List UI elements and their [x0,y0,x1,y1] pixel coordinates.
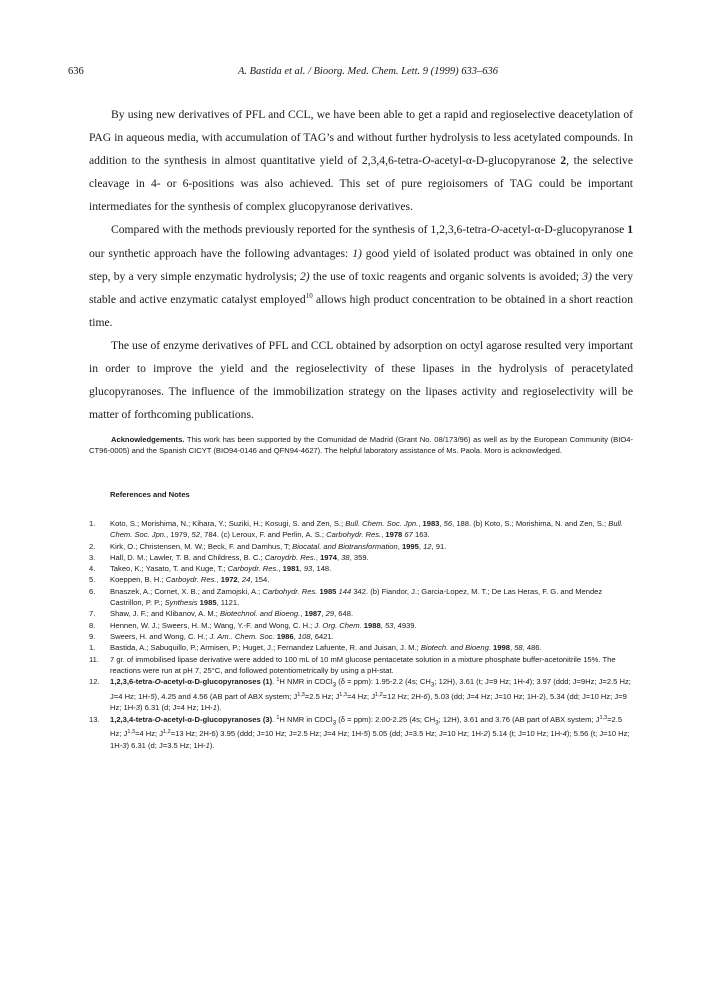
reference-item: 2. Kirk, O.; Christensen, M. W.; Beck, F. and Damhus, T; Biocatal. and Biotransformation, 1995, 12, 91. [89,541,447,551]
paragraph-3: The use of enzyme derivatives of PFL and CCL obtained by adsorption on octyl agarose resulted very important in order to improve the yield and the regioselectivity of these lipases in the hydrolysis of peracetylated glucopyranoses. The influence of the immobilization strategy on the lipases activity and regioselectivity will be matter of forthcoming publications. [89,338,633,422]
running-head: A. Bastida et al. / Bioorg. Med. Chem. Lett. 9 (1999) 633–636 [237,66,499,77]
reference-item: 7. Shaw, J. F.; and Klibanov, A. M.; Biotechnol. and Bioeng., 1987, 29, 648. [89,609,354,619]
body-text [89,103,633,426]
reference-item: 5. Koeppen, B. H.; Carboydr. Res., 1972, 24, 154. [89,575,270,585]
page-number: 636 [68,66,84,77]
acknowledgements [89,434,633,457]
acknowledgements-label: Acknowledgements. [111,435,185,444]
references-heading: References and Notes [110,490,190,499]
reference-item: 1. Bastida, A.; Sabuquillo, P.; Armisen, P.; Huget, J.; Fernandez Lafuente, R. and Juisan, J. M.; Biotech. and Bioeng. 1998, 58, 486. [89,643,542,653]
reference-item: 6. Bnaszek, A.; Cornet, X. B.; and Zamojski, A.; Carbohydr. Res. 1985 144 342. (b) Fiandor, J.; Garcia-Lopez, M. T.; De Las Heras, F. G. and Mendez Castrillon, P. P.; Synthesis 1985, 1121. [89,586,603,608]
references-list [89,518,633,751]
reference-item: 9. Sweers, H. and Wong, C. H.; J. Am.. Chem. Soc. 1986, 108, 6421. [89,631,334,641]
reference-item: 8. Hennen, W. J.; Sweers, H. M.; Wang, Y.-F. and Wong, C. H.; J. Org. Chem. 1988, 53, 4939. [89,620,417,630]
paragraph-2: Compared with the methods previously reported for the synthesis of 1,2,3,6-tetra-O-acetyl-α-D-glucopyranose 1 our synthetic approach have the following advantages: 1) good yield of isolated product was obtained in only one step, by a very simple enzymatic hydrolysis; 2) the use of toxic reagents and organic solvents is avoided; 3) the very stable and active enzymatic catalyst employed$^{10}$ allows high product concentration to be obtained in a short reaction time. [89,223,634,329]
reference-item: 13. 1,2,3,4-tetra-O-acetyl-α-D-glucopyranoses (3). $^1$H NMR in CDCl$_3$ (δ = ppm): 2.00-2.25 (4s; $CH_3$; 12H), 3.61 and 3.76 (AB part of ABX system; J$^{1,3}$=2.5 Hz; J$^{1,3}$=4 Hz; J$^{1,2}$=13 Hz; 2H-6) 3.95 (ddd; J=10 Hz; J=2.5 Hz; J=4 Hz; 1H-5) 5.05 (dd; J=3.5 Hz; J=10 Hz; 1H-2) 5.14 (t; J=10 Hz; 1H-4); 5.56 (t; J=10 Hz; 1H-3) 6.31 (d; J=3.5 Hz; 1H-1). [89,714,630,750]
reference-item: 3. Hall, D. M.; Lawler, T. B. and Childress, B. C.; Caroydrb. Res., 1974, 38, 359. [89,552,369,562]
acknowledgements-text: This work has been supported by the Comunidad de Madrid (Grant No. 08/173/96) as well as by the European Community (BIO4-CT96-0005) and the Spanish CICYT (BIO94-0146 and QFN94-4627). The helpful laboratory assistance of Ms. Paola. Moro is acknowledged. [89,435,633,456]
reference-item: 4. Takeo, K.; Yasato, T. and Kuge, T.; Carboydr. Res., 1981, 93, 148. [89,564,332,574]
reference-item: 12. 1,2,3,6-tetra-O-acetyl-α-D-glucopyranoses (1). $^1$H NMR in CDCl$_3$ (δ = ppm): 1.95-2.2 (4s; $CH_3$; 12H), 3.61 (t; J=9 Hz; 1H-4); 3.97 (ddd; J=9Hz; J=2.5 Hz; J=4 Hz; 1H-5), 4.25 and 4.56 (AB part of ABX system; J$^{1,3}$=2.5 Hz; J$^{1,3}$=4 Hz; J$^{1,2}$=12 Hz; 2H-6), 5.03 (dd; J=4 Hz; J=10 Hz; 1H-2), 5.34 (dd; J=10 Hz; J=9 Hz; 1H-3) 6.31 (d; J=4 Hz; 1H-1). [89,677,631,713]
reference-item: 1. Koto, S.; Morishima, N.; Kihara, Y.; Suziki, H.; Kosugi, S. and Zen, S.; Bull. Chem. Soc. Jpn., 1983, 56, 188. (b) Koto, S.; Morishima, N. and Zen, S.; Bull. Chem. Soc. Jpn., 1979, 52, 784. (c) Leroux, F. and Perlin, A. S.; Carbohydr. Res., 1978 67 163. [89,519,624,540]
reference-item: 11. 7 gr. of immobilised lipase derivative were added to 100 mL of 10 mM glucose pentacetate solution in a mixture phosphate buffer-acetonitrile 15%. The reactions were run at pH 7, 25°C, and followed potentiometrically by using a pH-stat. [89,654,616,675]
paragraph-1: By using new derivatives of PFL and CCL, we have been able to get a rapid and regioselective deacetylation of PAG in aqueous media, with accumulation of TAG’s and without further hydrolysis to less acetylated compounds. In addition to the synthesis in almost quantitative yield of 2,3,4,6-tetra-O-acetyl-α-D-glucopyranose 2, the selective cleavage in 4- or 6-positions was also achieved. This set of pure regioisomers of TAG could be important intermediates for the synthesis of complex glucopyranose derivatives. [89,108,633,214]
page-header [68,64,668,80]
